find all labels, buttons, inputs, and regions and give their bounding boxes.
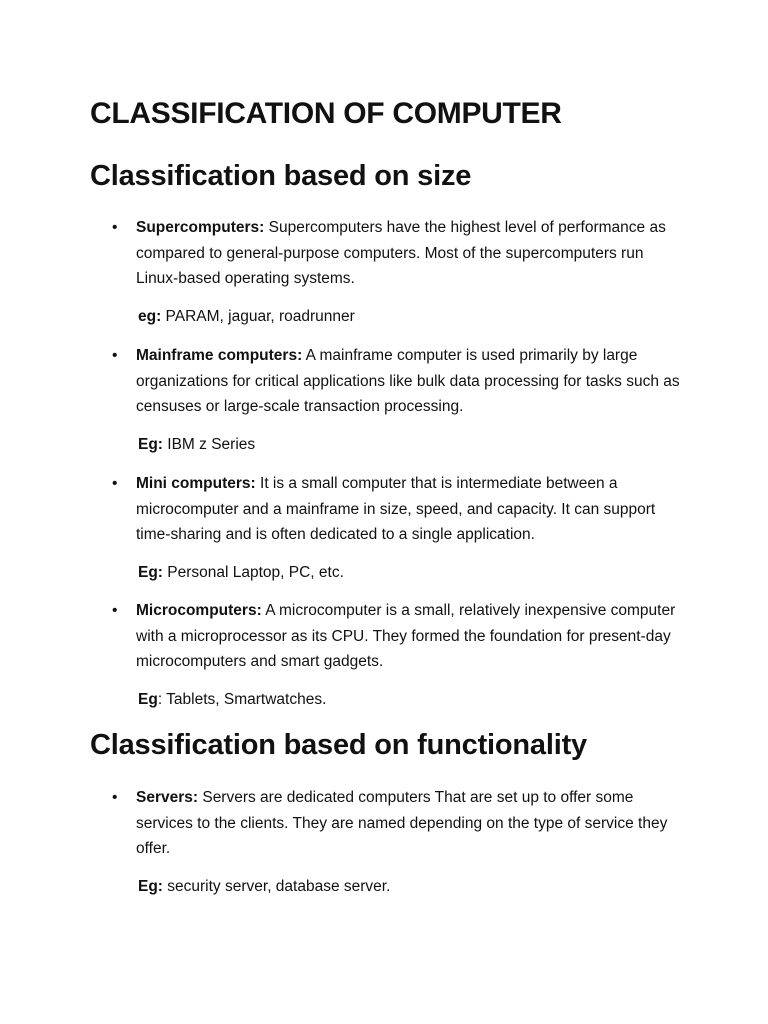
term-label: Microcomputers:: [136, 602, 262, 619]
list-item-mainframe-computers: [112, 343, 684, 420]
example-label: Eg:: [138, 878, 163, 895]
term-description: Supercomputers have the highest level of performance as compared to general-purpose computers. Most of the supercomputers run Linux-based operating systems.: [136, 219, 666, 288]
bullet-icon: •: [112, 347, 118, 364]
section-heading-size: Classification based on size: [90, 160, 472, 192]
term-description: It is a small computer that is intermediate between a microcomputer and a mainframe in size, speed, and capacity. It can support time-sharing and is often dedicated to a single application.: [136, 475, 656, 544]
term-label: Mini computers:: [136, 475, 256, 492]
example-text: Personal Laptop, PC, etc.: [162, 564, 344, 581]
term-description: A mainframe computer is used primarily by large organizations for critical applications like bulk data processing for tasks such as censuses or large-scale transaction processing.: [136, 347, 680, 416]
term-description: A microcomputer is a small, relatively inexpensive computer with a microprocessor as its CPU. They formed the foundation for present-day microcomputers and smart gadgets.: [136, 602, 676, 671]
example-line: [138, 689, 326, 711]
list-item-mini-computers: [112, 471, 684, 548]
term-label: Supercomputers:: [136, 219, 265, 236]
example-line: [138, 434, 255, 456]
example-label: eg:: [138, 308, 162, 325]
example-label: Eg: [138, 691, 158, 708]
example-line: [138, 306, 355, 328]
list-item-microcomputers: [112, 598, 684, 675]
document-title: CLASSIFICATION OF COMPUTER: [90, 97, 562, 130]
section-heading-functionality: Classification based on functionality: [90, 729, 587, 761]
example-label: Eg:: [138, 436, 163, 453]
example-line: [138, 876, 390, 898]
example-text: security server, database server.: [162, 878, 391, 895]
bullet-icon: •: [112, 602, 118, 619]
bullet-icon: •: [112, 789, 118, 806]
term-description: Servers are dedicated computers That are set up to offer some services to the clients. They are named depending on the type of service they offer.: [136, 789, 668, 858]
list-item-servers: [112, 785, 684, 862]
example-line: [138, 562, 344, 584]
example-text: PARAM, jaguar, roadrunner: [161, 308, 355, 325]
example-text: : Tablets, Smartwatches.: [157, 691, 327, 708]
term-label: Servers:: [136, 789, 199, 806]
bullet-icon: •: [112, 475, 118, 492]
term-label: Mainframe computers:: [136, 347, 303, 364]
list-item-supercomputers: [112, 215, 684, 292]
example-text: IBM z Series: [162, 436, 256, 453]
bullet-icon: •: [112, 219, 118, 236]
example-label: Eg:: [138, 564, 163, 581]
